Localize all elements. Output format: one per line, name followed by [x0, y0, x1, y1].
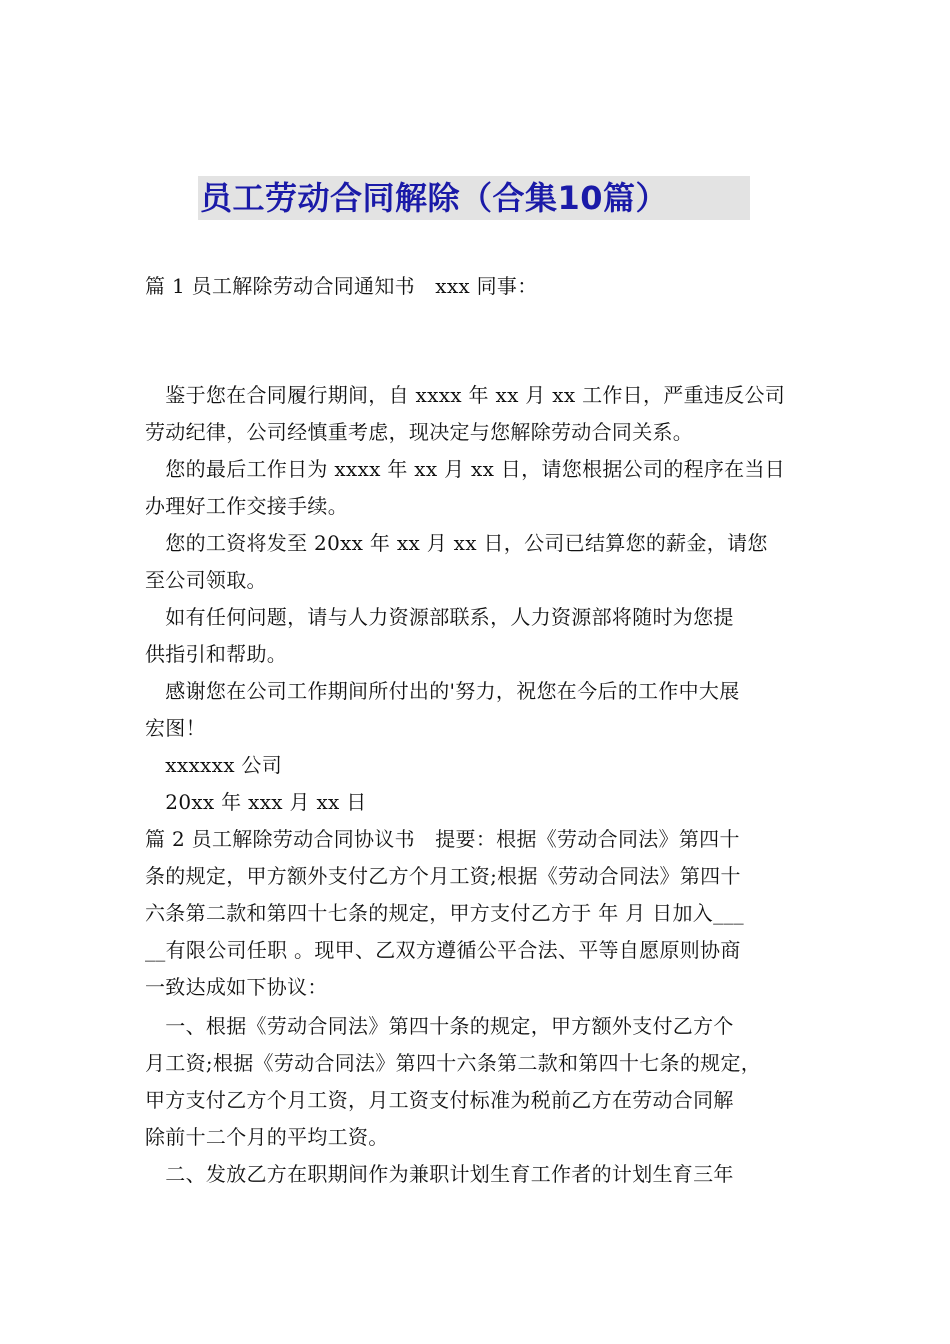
text-line: 一致达成如下协议： — [145, 975, 328, 999]
text-line: 条的规定，甲方额外支付乙方个月工资;根据《劳动合同法》第四十 — [145, 864, 741, 888]
text-line: 宏图！ — [145, 716, 206, 740]
text-line: 如有任何问题，请与人力资源部联系，人力资源部将随时为您提 — [145, 605, 734, 629]
text-line: 供指引和帮助。 — [145, 642, 288, 666]
text-line: 感谢您在公司工作期间所付出的'努力，祝您在今后的工作中大展 — [145, 679, 740, 703]
text-line: 办理好工作交接手续。 — [145, 494, 348, 518]
text-line: 鉴于您在合同履行期间，自 xxxx 年 xx 月 xx 工作日，严重违反公司 — [145, 383, 786, 407]
text-line: 二、发放乙方在职期间作为兼职计划生育工作者的计划生育三年 — [145, 1162, 734, 1186]
text-line: 篇 2 员工解除劳动合同协议书 提要：根据《劳动合同法》第四十 — [145, 827, 740, 851]
text-line: 月工资;根据《劳动合同法》第四十六条第二款和第四十七条的规定， — [145, 1051, 762, 1075]
text-line: 六条第二款和第四十七条的规定，甲方支付乙方于 年 月 日加入___ — [145, 901, 744, 925]
text-line: 除前十二个月的平均工资。 — [145, 1125, 389, 1149]
text-line: 篇 1 员工解除劳动合同通知书 xxx 同事： — [145, 274, 538, 298]
document-title: 员工劳动合同解除（合集10篇） — [200, 179, 669, 217]
text-line: 甲方支付乙方个月工资，月工资支付标准为税前乙方在劳动合同解 — [145, 1088, 734, 1112]
text-line: 20xx 年 xxx 月 xx 日 — [145, 790, 367, 814]
text-line: xxxxxx 公司 — [145, 753, 283, 777]
text-line: 劳动纪律，公司经慎重考虑，现决定与您解除劳动合同关系。 — [145, 420, 694, 444]
text-line: __有限公司任职 。现甲、乙双方遵循公平合法、平等自愿原则协商 — [145, 938, 741, 962]
text-line: 您的最后工作日为 xxxx 年 xx 月 xx 日，请您根据公司的程序在当日 — [145, 457, 786, 481]
text-line: 您的工资将发至 20xx 年 xx 月 xx 日，公司已结算您的薪金，请您 — [145, 531, 768, 555]
text-line: 至公司领取。 — [145, 568, 267, 592]
text-line: 一、根据《劳动合同法》第四十条的规定，甲方额外支付乙方个 — [145, 1014, 734, 1038]
